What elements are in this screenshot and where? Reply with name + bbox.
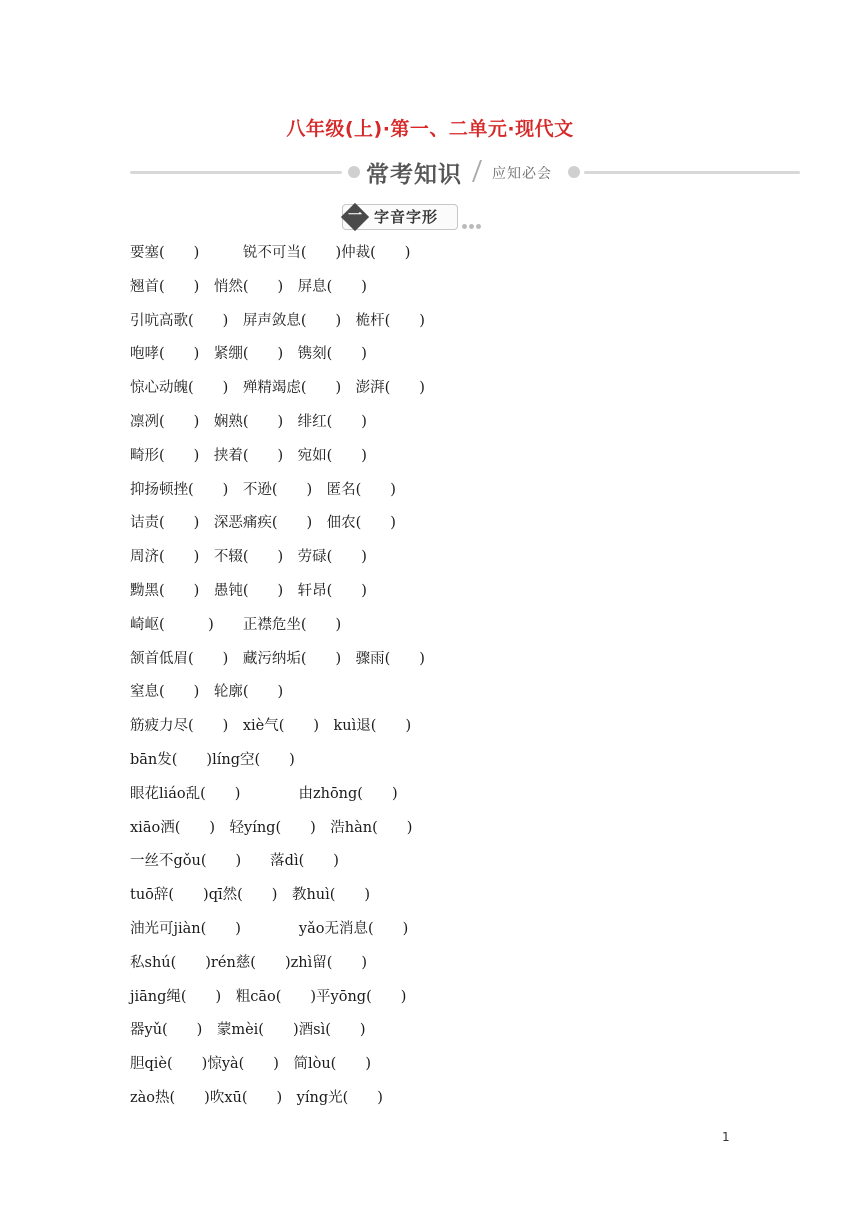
exercise-row: jiāng绳( ) 粗cāo( )平yōng( ) (130, 988, 407, 1005)
exercise-row: 窒息( ) 轮廓( ) (130, 684, 284, 701)
exercise-row: 黝黑( ) 愚钝( ) 轩昂( ) (130, 582, 367, 599)
exercise-row: 眼花liáo乱( ) 由zhōng( ) (130, 785, 398, 802)
exercise-row: xiāo洒( ) 轻yíng( ) 浩hàn( ) (130, 819, 413, 836)
exercise-row: 油光可jiàn( ) yǎo无消息( ) (130, 920, 409, 937)
exercise-row: 咆哮( ) 紧绷( ) 镌刻( ) (130, 346, 367, 363)
banner-left-line (130, 171, 342, 174)
exercise-row: 要塞( ) 锐不可当( )仲裁( ) (130, 245, 411, 261)
exercise-row: 翘首( ) 悄然( ) 屏息( ) (130, 278, 367, 295)
exercise-row: 私shú( )rén慈( )zhì留( ) (130, 954, 368, 971)
dots-icon (462, 214, 483, 233)
exercise-row: 筋疲力尽( ) xiè气( ) kuì退( ) (130, 718, 412, 735)
exercise-row: 颔首低眉( ) 藏污纳垢( ) 骤雨( ) (130, 650, 425, 667)
exercise-row: 器yǔ( ) 蒙mèi( )酒sì( ) (130, 1022, 366, 1039)
badge-label: 字音字形 (374, 208, 439, 226)
exercise-row: 引吭高歌( ) 屏声敛息( ) 桅杆( ) (130, 312, 425, 329)
exercise-list (130, 240, 770, 1119)
exercise-row: zào热( )吹xū( ) yíng光( ) (130, 1089, 383, 1106)
exercise-row: tuō辞( )qī然( ) 教huì( ) (130, 887, 371, 904)
banner-title: 常考知识 (366, 162, 462, 188)
exercise-row: 惊心动魄( ) 殚精竭虑( ) 澎湃( ) (130, 380, 425, 397)
exercise-row: 诘责( ) 深恶痛疾( ) 佃农( ) (130, 515, 396, 532)
banner-right-line (584, 171, 800, 174)
exercise-row: 崎岖( ) 正襟危坐( ) (130, 616, 342, 633)
exercise-row: 抑扬顿挫( ) 不逊( ) 匿名( ) (130, 481, 396, 498)
exercise-row: 凛冽( ) 娴熟( ) 绯红( ) (130, 413, 367, 430)
exercise-row: 周济( ) 不辍( ) 劳碌( ) (130, 549, 367, 566)
banner-left-dot (348, 166, 360, 178)
page-title: 八年级(上)·第一、二单元·现代文 (286, 118, 574, 140)
section-badge (338, 204, 488, 232)
page-number: 1 (722, 1130, 730, 1144)
exercise-row: 胆qiè( )惊yà( ) 简lòu( ) (130, 1056, 371, 1073)
exercise-row: 一丝不gǒu( ) 落dì( ) (130, 853, 339, 870)
exercise-row: 畸形( ) 挟着( ) 宛如( ) (130, 447, 367, 464)
section-banner (130, 152, 800, 192)
banner-right-dot (568, 166, 580, 178)
badge-number: 一 (348, 208, 362, 224)
banner-subtitle: 应知必会 (492, 166, 552, 182)
banner-slash (472, 160, 482, 182)
exercise-row: bān发( )líng空( ) (130, 751, 295, 768)
